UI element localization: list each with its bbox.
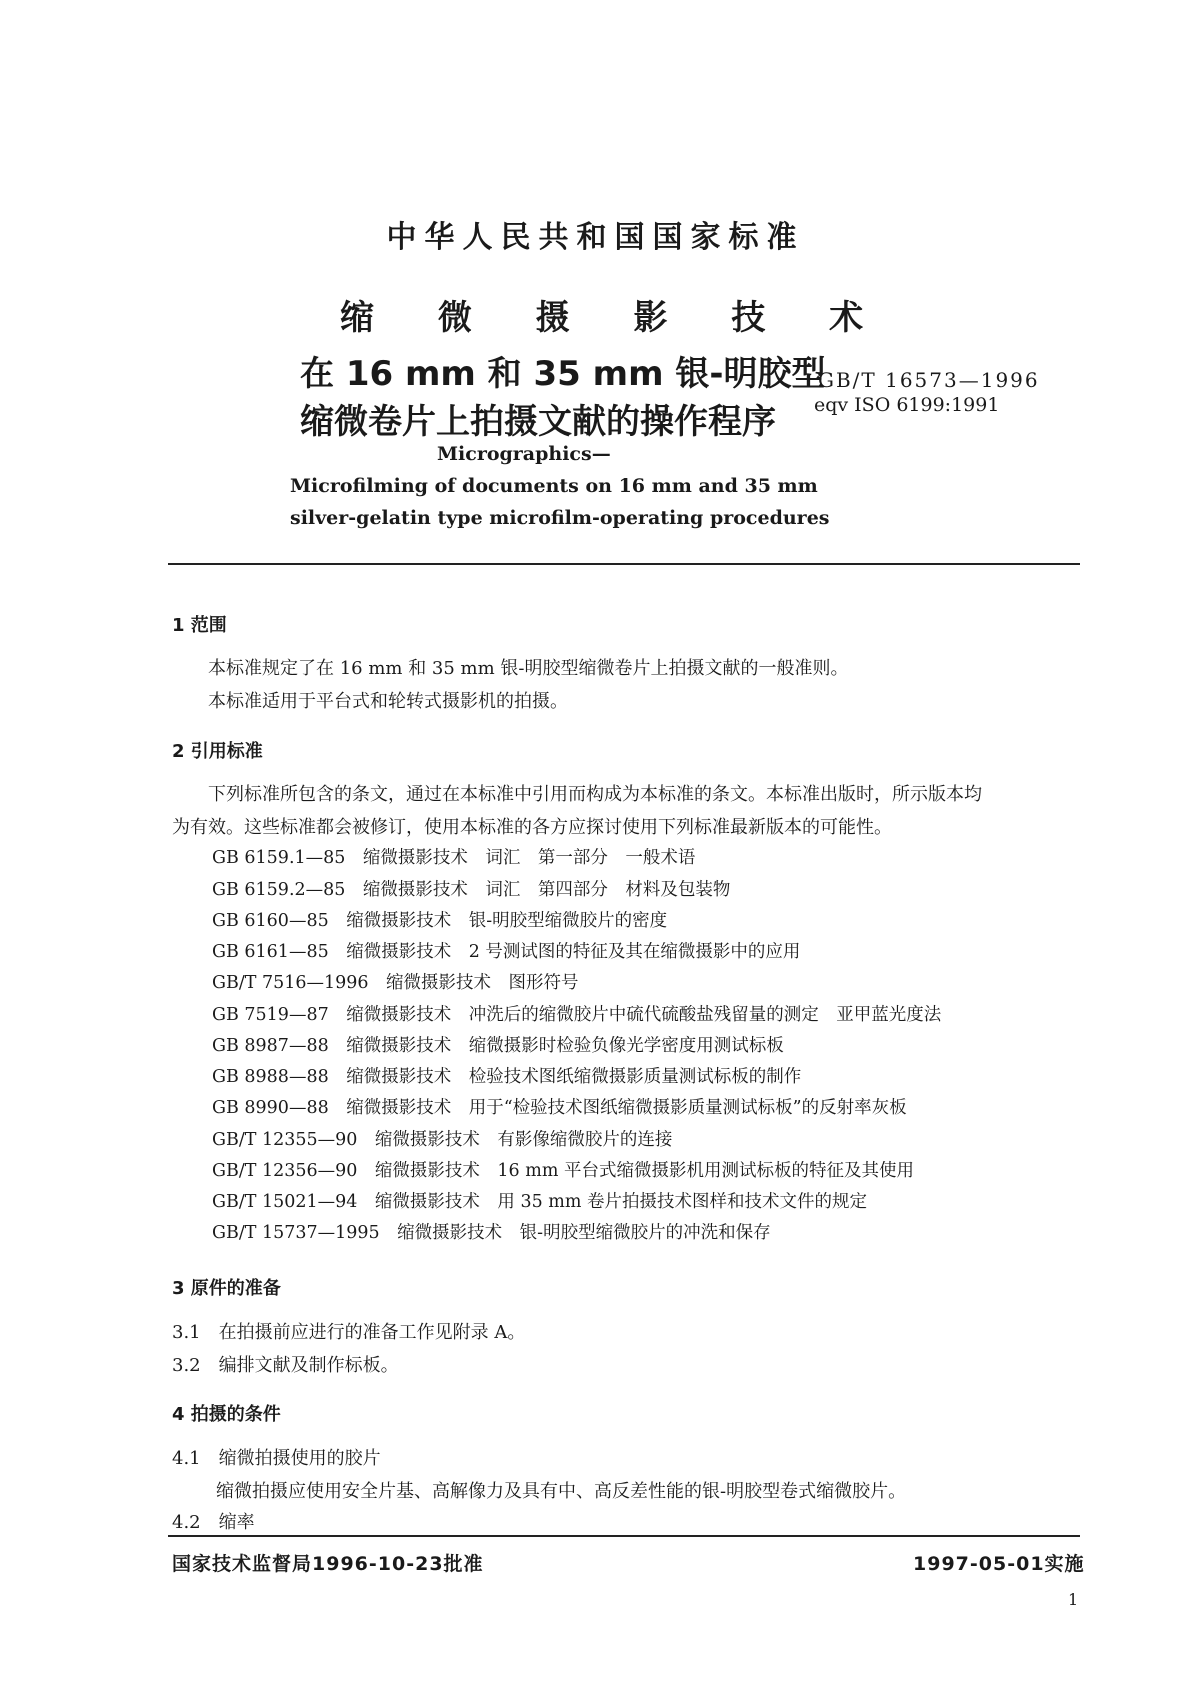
clause-4-2: 4.2 缩率 [172,1512,255,1533]
title-en-line2: Microfilming of documents on 16 mm and 35 mm [290,475,818,497]
clause-4-1-body: 缩微拍摄应使用安全片基、高解像力及具有中、高反差性能的银-明胶型卷式缩微胶片。 [216,1481,907,1502]
reference-item: GB 8990—88 缩微摄影技术 用于“检验技术图纸缩微摄影质量测试标板”的反射率灰板 [212,1098,907,1118]
section-1-heading: 1 范围 [172,615,227,636]
section-1-paragraph-2: 本标准适用于平台式和轮转式摄影机的拍摄。 [208,691,568,712]
section-2-intro-line1: 下列标准所包含的条文，通过在本标准中引用而构成为本标准的条文。本标准出版时，所示版本均 [208,784,982,805]
title-cn-line3: 缩微卷片上拍摄文献的操作程序 [300,402,776,442]
reference-item: GB 7519—87 缩微摄影技术 冲洗后的缩微胶片中硫代硫酸盐残留量的测定 亚甲蓝光度法 [212,1005,942,1025]
section-1-paragraph-1: 本标准规定了在 16 mm 和 35 mm 银-明胶型缩微卷片上拍摄文献的一般准则。 [208,658,849,679]
footer-divider [168,1535,1080,1537]
reference-item: GB/T 12356—90 缩微摄影技术 16 mm 平台式缩微摄影机用测试标板的特征及其使用 [212,1161,914,1181]
reference-item: GB 6159.1—85 缩微摄影技术 词汇 第一部分 一般术语 [212,848,696,868]
reference-item: GB 6160—85 缩微摄影技术 银-明胶型缩微胶片的密度 [212,911,668,931]
header-divider [168,563,1080,565]
reference-item: GB 6159.2—85 缩微摄影技术 词汇 第四部分 材料及包装物 [212,880,731,900]
reference-item: GB/T 12355—90 缩微摄影技术 有影像缩微胶片的连接 [212,1130,673,1150]
approval-date: 国家技术监督局1996-10-23批准 [172,1553,484,1575]
section-2-heading: 2 引用标准 [172,741,263,762]
reference-item: GB 8987—88 缩微摄影技术 缩微摄影时检验负像光学密度用测试标板 [212,1036,784,1056]
equivalent-standard: eqv ISO 6199:1991 [814,394,1000,416]
title-cn-line2: 在 16 mm 和 35 mm 银-明胶型 [300,354,826,394]
reference-item: GB/T 15021—94 缩微摄影技术 用 35 mm 卷片拍摄技术图样和技术文件的规定 [212,1192,868,1212]
standard-code: GB/T 16573—1996 [818,368,1040,392]
page-number: 1 [1068,1590,1079,1609]
title-cn-line1: 缩 微 摄 影 技 术 [340,298,890,338]
clause-4-1: 4.1 缩微拍摄使用的胶片 [172,1448,381,1469]
section-4-heading: 4 拍摄的条件 [172,1404,281,1425]
title-en-line3: silver-gelatin type microfilm-operating procedures [290,507,830,529]
clause-3-1: 3.1 在拍摄前应进行的准备工作见附录 A。 [172,1322,526,1343]
reference-item: GB/T 15737—1995 缩微摄影技术 银-明胶型缩微胶片的冲洗和保存 [212,1223,771,1243]
clause-3-2: 3.2 编排文献及制作标板。 [172,1355,399,1376]
section-2-intro-line2: 为有效。这些标准都会被修订，使用本标准的各方应探讨使用下列标准最新版本的可能性。 [172,817,892,838]
reference-item: GB 8988—88 缩微摄影技术 检验技术图纸缩微摄影质量测试标板的制作 [212,1067,802,1087]
section-3-heading: 3 原件的准备 [172,1278,281,1299]
reference-item: GB/T 7516—1996 缩微摄影技术 图形符号 [212,973,579,993]
title-en-line1: Micrographics— [437,443,611,465]
implementation-date: 1997-05-01实施 [913,1553,1085,1575]
standard-category: 中华人民共和国国家标准 [386,220,805,255]
reference-item: GB 6161—85 缩微摄影技术 2 号测试图的特征及其在缩微摄影中的应用 [212,942,801,962]
